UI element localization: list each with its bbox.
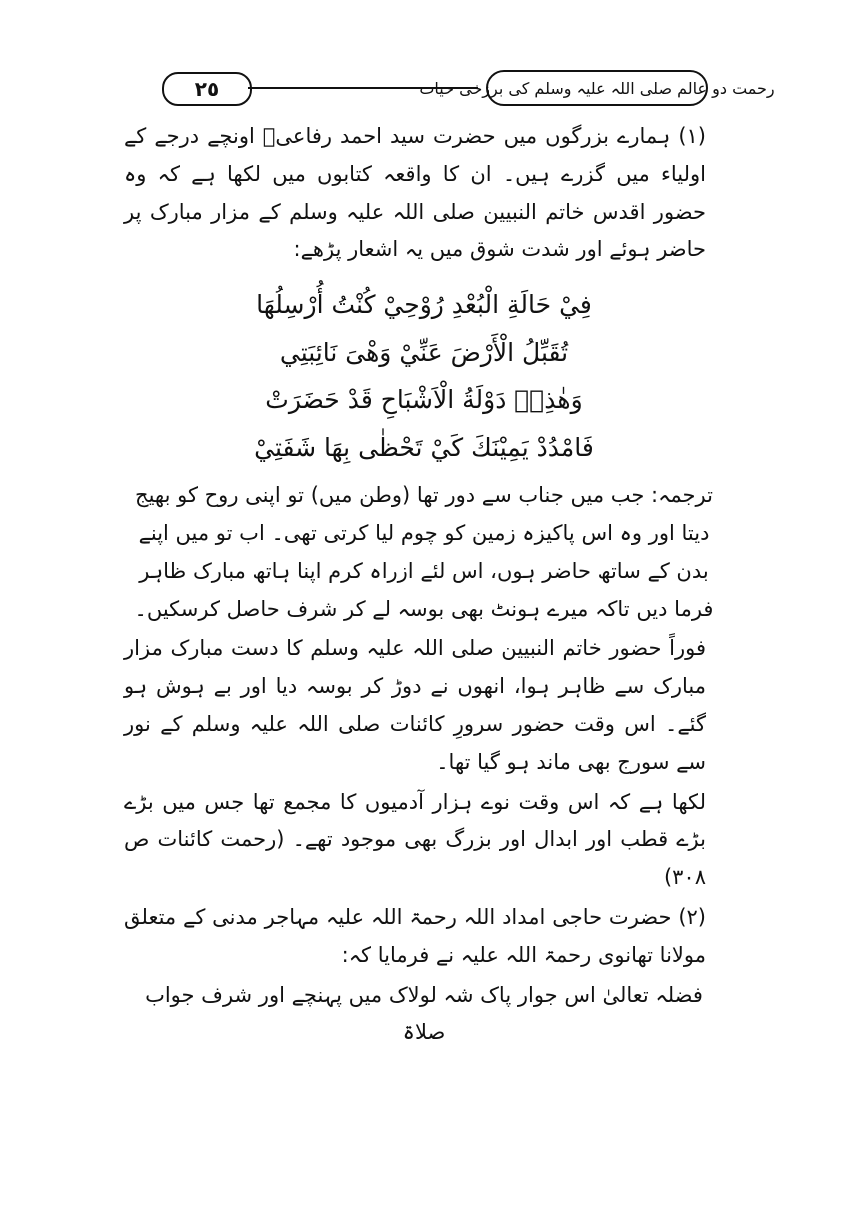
running-title: رحمت دو عالم صلی اللہ علیہ وسلم کی برزخی حیات [486,70,708,106]
verse-4: فَامْدُدْ يَمِيْنَكَ كَيْ تَحْظٰى بِهَا شَفَتِيْ [254,432,594,462]
paragraph-3: لکھا ہے کہ اس وقت نوے ہزار آدمیوں کا مجمع تھا جس میں بڑے بڑے قطب اور ابدال اور بزرگ بھی موجود تھے۔ (رحمت کائنات ص ۳۰۸) [124,789,706,890]
paragraph-5: فضلہ تعالیٰ اس جوار پاک شہ لولاک میں پہنچے اور شرف جواب صلاۃ [145,982,703,1045]
verse-1: فِيْ حَالَةِ الْبُعْدِ رُوْحِيْ كُنْتُ أُرْسِلُهَا [256,290,592,320]
page-body [124,118,724,1054]
paragraph-4: (۲) حضرت حاجی امداد اللہ رحمۃ اللہ علیہ مہاجر مدنی کے متعلق مولانا تھانوی رحمۃ اللہ علیہ نے فرمایا کہ: [124,904,706,967]
arabic-verses [124,281,724,471]
translation-paragraph: ترجمہ: جب میں جناب سے دور تھا (وطن میں) تو اپنی روح کو بھیج دیتا اور وہ اس پاکیزہ زمین کو چوم لیا کرتی تھی۔ اب تو میں اپنے بدن کے ساتھ حاضر ہوں، اس لئے ازراہ کرم اپنا ہاتھ مبارک ظاہر فرما دیں تاکہ میرے ہونٹ بھی بوسہ لے کر شرف حاصل کرسکیں۔ [134,483,714,621]
paragraph-2: فوراً حضور خاتم النبیین صلی اللہ علیہ وسلم کا دست مبارک مزار مبارک سے ظاہر ہوا، انھوں نے دوڑ کر بوسہ دیا اور بے ہوش ہو گئے۔ اس وقت حضور سرورِ کائنات صلی اللہ علیہ وسلم کے نور سے سورج بھی ماند ہو گیا تھا۔ [124,636,706,774]
paragraph-1: (۱) ہمارے بزرگوں میں حضرت سید احمد رفاعیؒ اونچے درجے کے اولیاء میں گزرے ہیں۔ ان کا واقعہ کتابوں میں لکھا ہے کہ وہ حضور اقدس خاتم النبیین صلی اللہ علیہ وسلم کے مزار مبارک پر حاضر ہوئے اور شدت شوق میں یہ اشعار پڑھے: [124,124,706,262]
page-header [150,68,775,110]
page-number: ٢٥ [162,72,252,106]
verse-2: تُقَبِّلُ الْأَرْضَ عَنِّيْ وَهْىَ نَائِبَتِي [279,337,569,367]
verse-3: وَهٰذِهٖ دَوْلَةُ الْاَشْبَاحِ قَدْ حَضَرَتْ [265,385,583,415]
